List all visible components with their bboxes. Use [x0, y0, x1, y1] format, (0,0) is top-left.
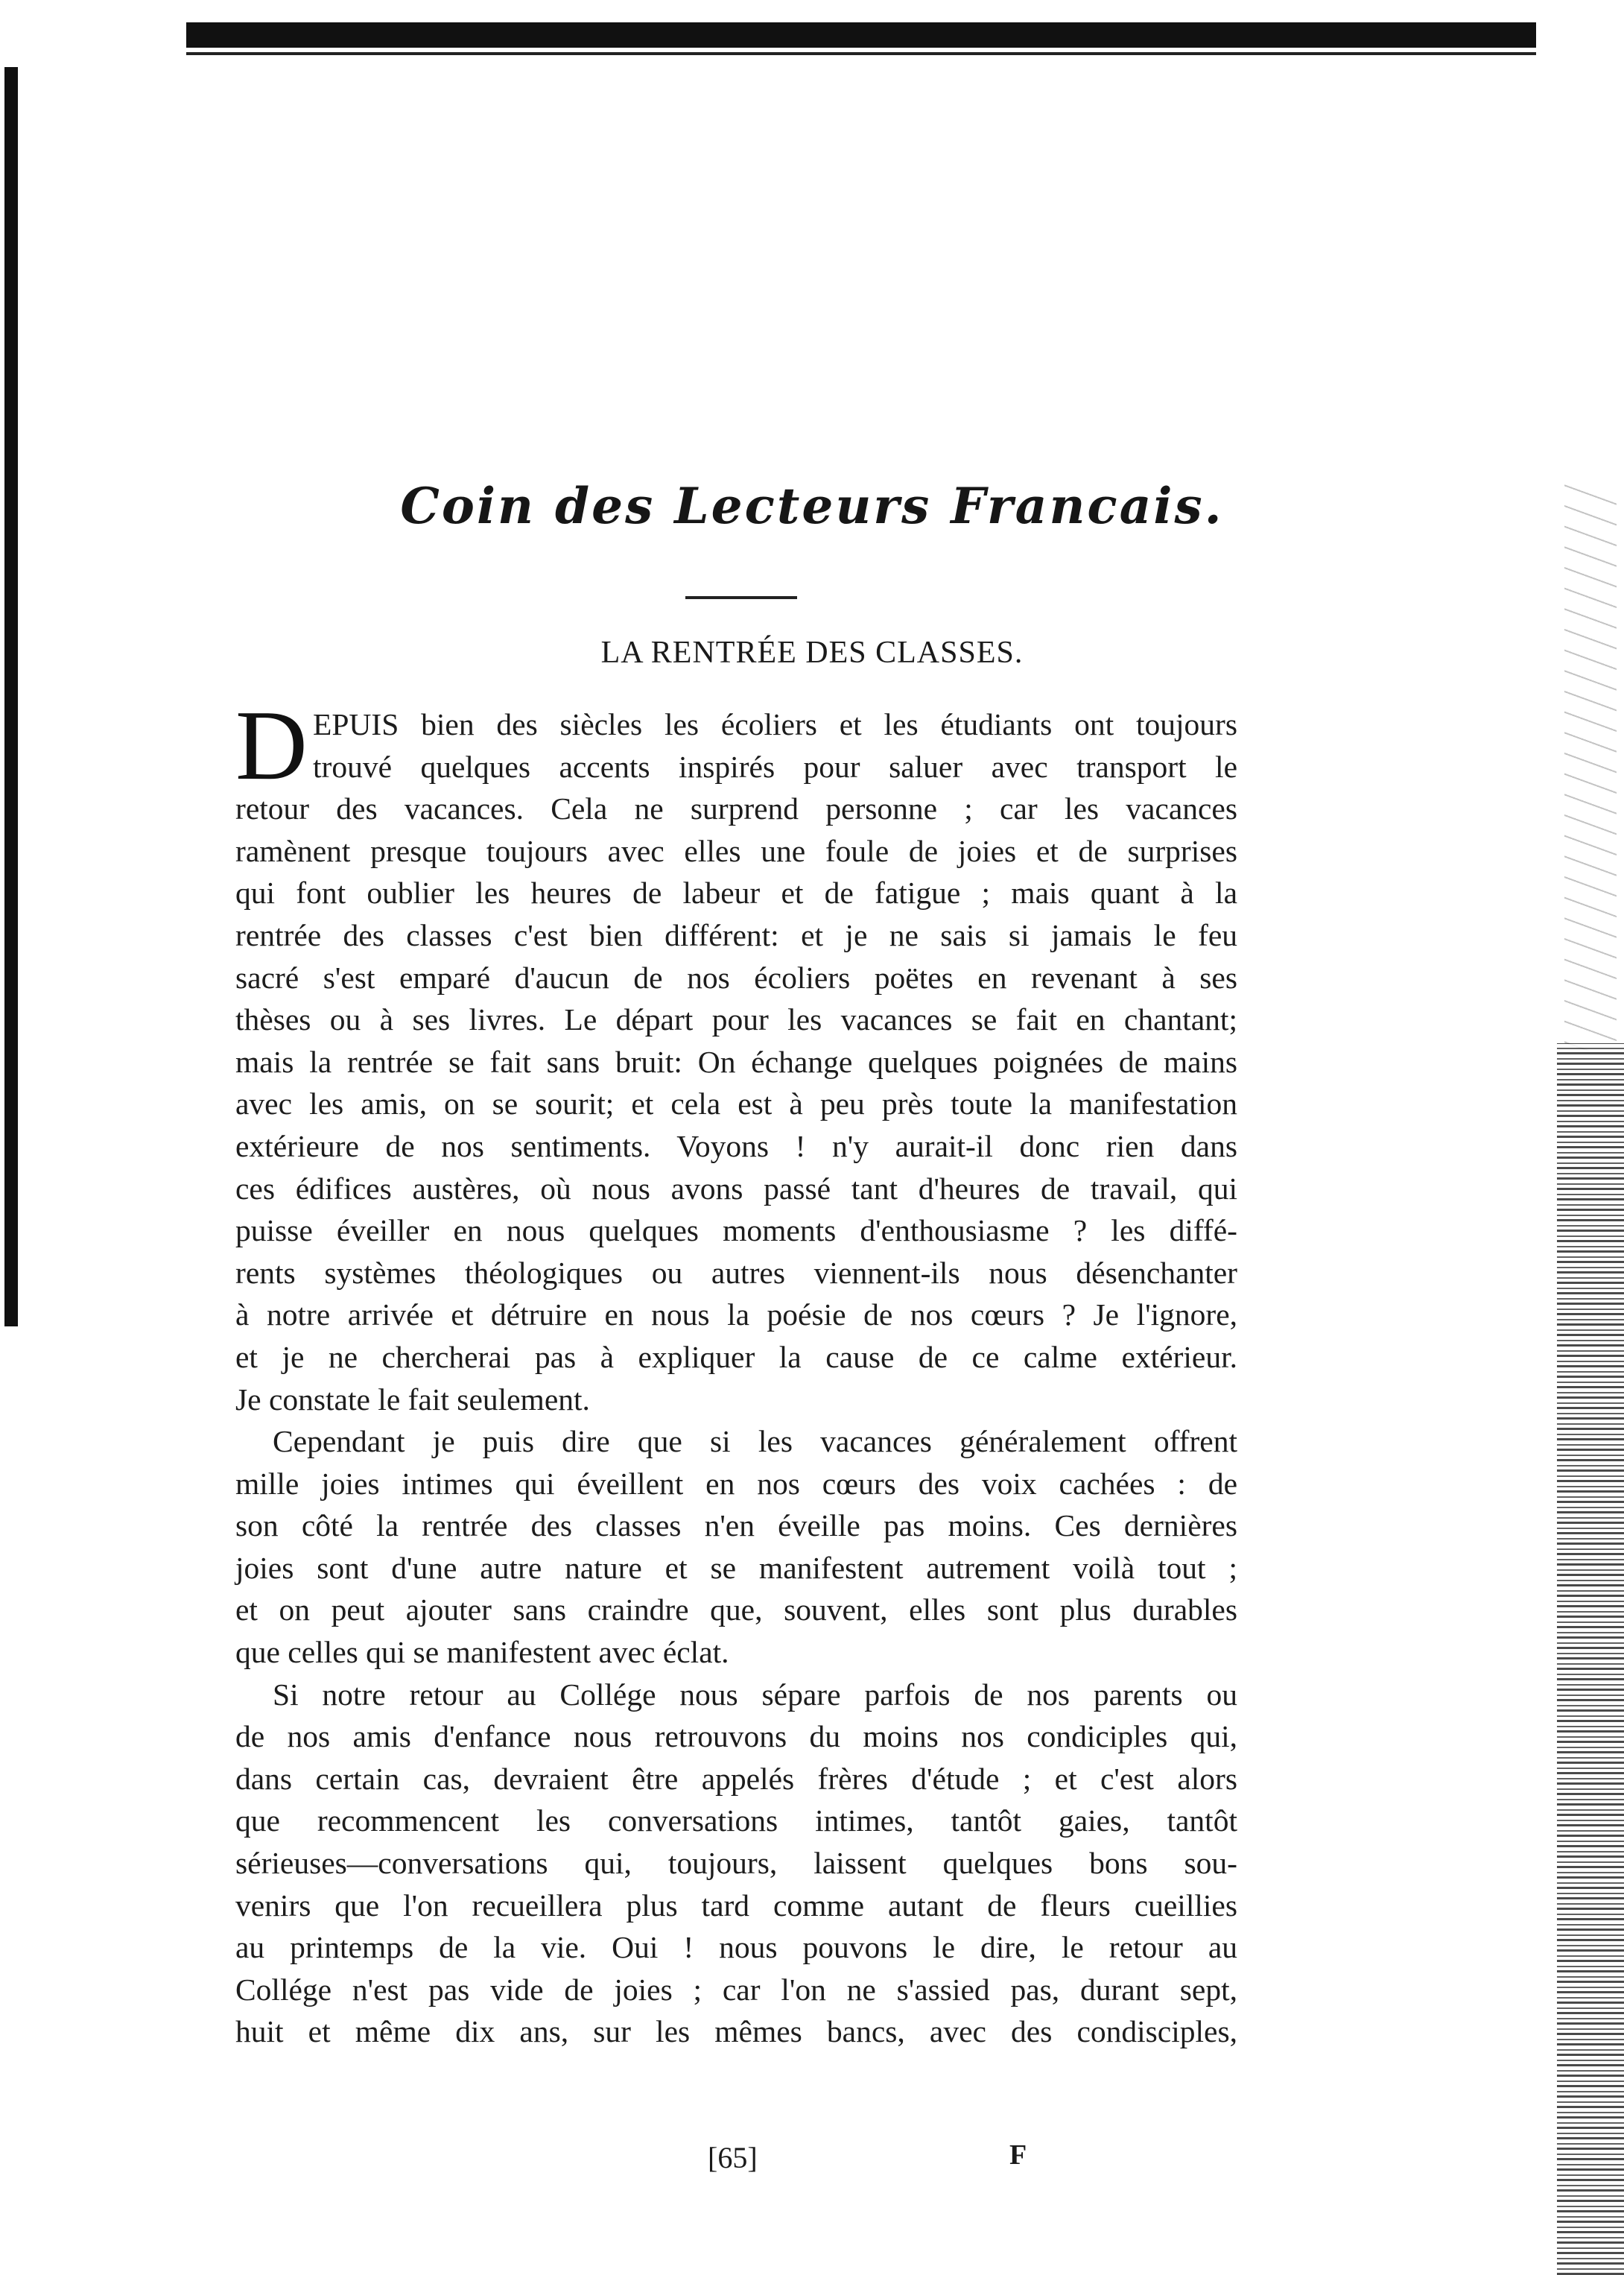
section-heading: Coin des Lecteurs Francais. — [400, 477, 1224, 535]
text-line: que celles qui se manifestent avec éclat. — [235, 1635, 729, 1670]
text-line: Je constate le fait seulement. — [235, 1382, 590, 1417]
page-number: [65] — [708, 2141, 758, 2174]
article-title: LA RENTRÉE DES CLASSES. — [600, 636, 1024, 670]
text-line: sérieuses—conversations qui, toujours, laissent quelques bons sou- — [235, 1846, 1237, 1881]
text-line: retour des vacances. Cela ne surprend personne ; car les vacances — [235, 791, 1237, 826]
text-line: trouvé quelques accents inspirés pour saluer avec transport le — [313, 749, 1237, 784]
text-line: au printemps de la vie. Oui ! nous pouvons le dire, le retour au — [235, 1930, 1237, 1965]
text-line: sacré s'est emparé d'aucun de nos écoliers poëtes en revenant à ses — [235, 960, 1237, 995]
right-edge-scan-artifact — [1557, 1043, 1624, 2275]
text-line: Collége n'est pas vide de joies ; car l'on ne s'assied pas, durant sept, — [235, 1972, 1237, 2007]
text-line: avec les amis, on se sourit; et cela est à peu près toute la manifestation — [235, 1086, 1237, 1121]
text-line: rentrée des classes c'est bien différent: et je ne sais si jamais le feu — [235, 917, 1237, 952]
signature-mark: F — [1009, 2139, 1027, 2171]
text-line: ces édifices austères, où nous avons passé tant d'heures de travail, qui — [235, 1171, 1237, 1206]
text-line: de nos amis d'enfance nous retrouvons du moins nos condiciples qui, — [235, 1719, 1237, 1754]
text-line: mille joies intimes qui éveillent en nos cœurs des voix cachées : de — [235, 1466, 1237, 1501]
text-line: son côté la rentrée des classes n'en éveille pas moins. Ces dernières — [235, 1508, 1237, 1543]
text-line: joies sont d'une autre nature et se manifestent autrement voilà tout ; — [235, 1550, 1237, 1585]
text-line: puisse éveiller en nous quelques moments d'enthousiasme ? les diffé- — [235, 1213, 1237, 1248]
text-line: à notre arrivée et détruire en nous la poésie de nos cœurs ? Je l'ignore, — [235, 1297, 1237, 1332]
text-line: EPUIS bien des siècles les écoliers et les étudiants ont toujours — [313, 707, 1237, 741]
text-line: extérieure de nos sentiments. Voyons ! n'y aurait-il donc rien dans — [235, 1128, 1237, 1163]
text-line: ramènent presque toujours avec elles une foule de joies et de surprises — [235, 833, 1237, 868]
drop-cap: D — [235, 690, 308, 800]
text-line: dans certain cas, devraient être appelés frères d'étude ; et c'est alors — [235, 1761, 1237, 1796]
text-line: rents systèmes théologiques ou autres viennent-ils nous désenchanter — [235, 1255, 1237, 1290]
text-line: et on peut ajouter sans craindre que, souvent, elles sont plus durables — [235, 1592, 1237, 1627]
article-body — [235, 703, 1237, 2053]
top-thin-rule — [186, 52, 1536, 55]
left-binding-shadow — [4, 67, 27, 1326]
heading-divider — [685, 596, 797, 599]
text-line: Cependant je puis dire que si les vacances généralement offrent — [273, 1424, 1237, 1459]
text-line: venirs que l'on recueillera plus tard comme autant de fleurs cueillies — [235, 1888, 1237, 1923]
text-line: que recommencent les conversations intimes, tantôt gaies, tantôt — [235, 1803, 1237, 1838]
right-edge-speckle — [1564, 484, 1617, 1051]
text-line: thèses ou à ses livres. Le départ pour les vacances se fait en chantant; — [235, 1002, 1237, 1037]
text-line: huit et même dix ans, sur les mêmes bancs, avec des condisciples, — [235, 2014, 1237, 2049]
text-line: et je ne chercherai pas à expliquer la cause de ce calme extérieur. — [235, 1339, 1237, 1374]
top-border-rule — [186, 16, 1536, 48]
text-line: qui font oublier les heures de labeur et de fatigue ; mais quant à la — [235, 876, 1237, 911]
text-line: Si notre retour au Collége nous sépare parfois de nos parents ou — [273, 1677, 1237, 1712]
text-line: mais la rentrée se fait sans bruit: On échange quelques poignées de mains — [235, 1044, 1237, 1079]
